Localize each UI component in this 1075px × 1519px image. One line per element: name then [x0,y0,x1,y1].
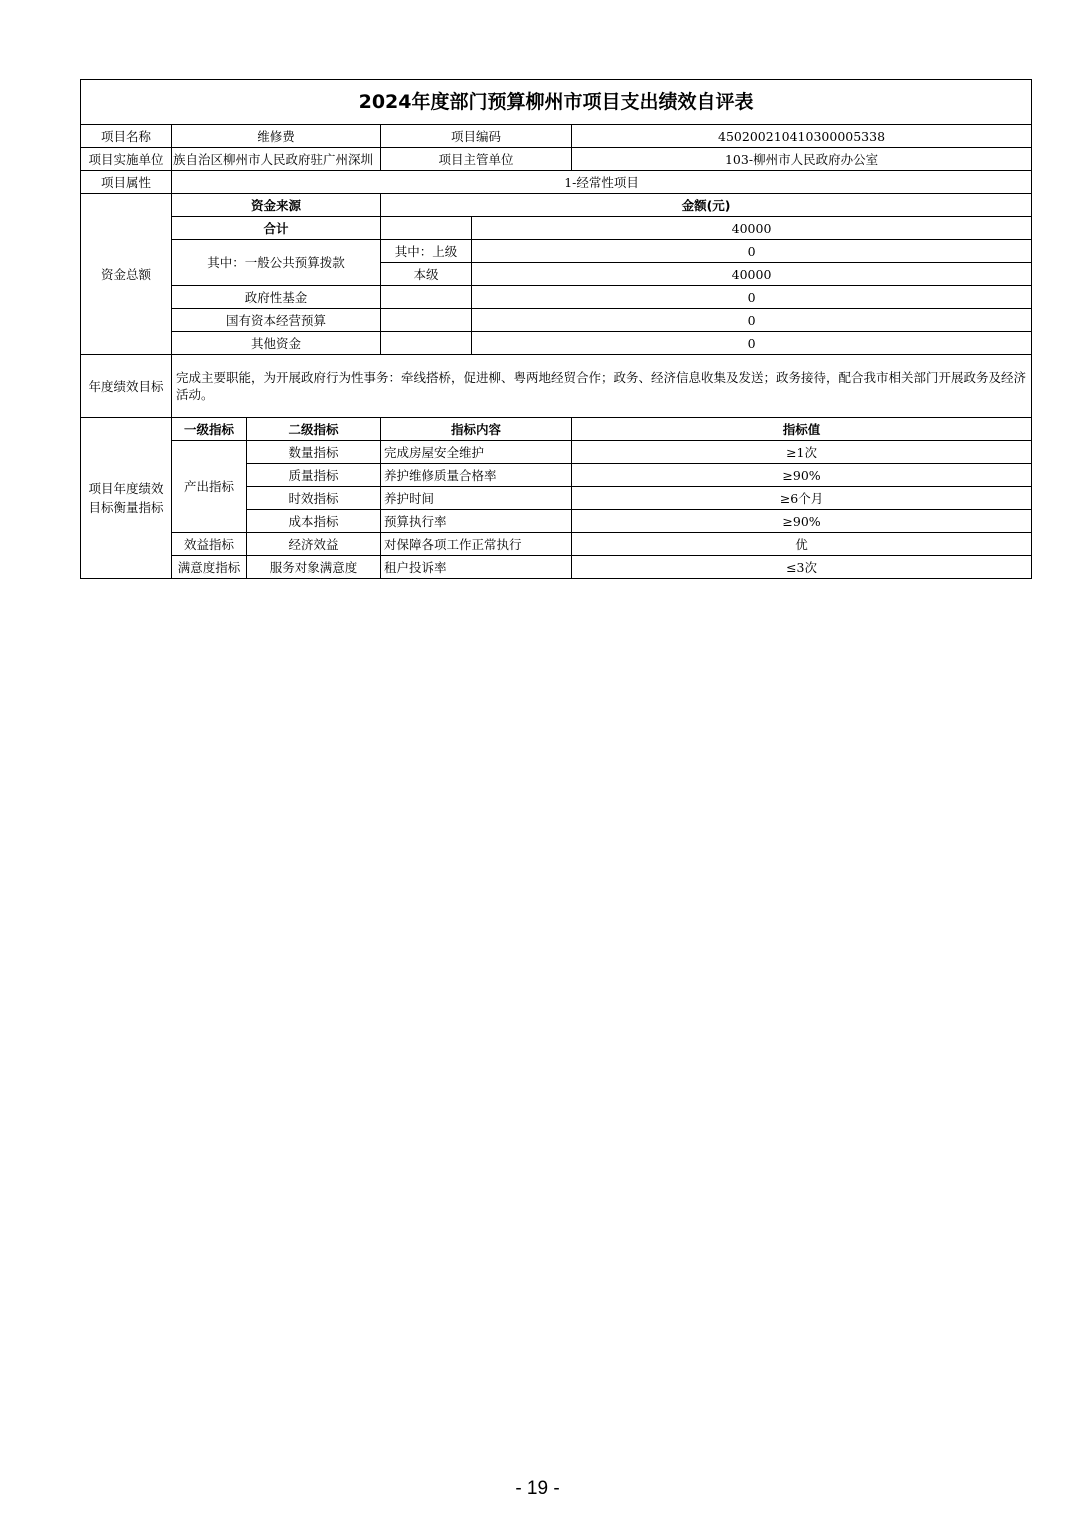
upper-level-label: 其中：上级 [381,240,472,263]
indicator-value: ≥6个月 [572,487,1032,510]
general-budget-label: 其中：一般公共预算拨款 [172,240,381,286]
indicator-level2: 服务对象满意度 [247,556,381,579]
indicator-level2: 质量指标 [247,464,381,487]
satisfaction-indicator-label: 满意度指标 [172,556,247,579]
funds-sum-empty [381,217,472,240]
mgr-unit-label: 项目主管单位 [381,148,572,171]
level2-header: 二级指标 [247,418,381,441]
gov-fund-value: 0 [472,286,1032,309]
indicator-content: 租户投诉率 [381,556,572,579]
impl-unit-label: 项目实施单位 [81,148,172,171]
funds-total-label: 资金总额 [81,194,172,355]
project-attr-label: 项目属性 [81,171,172,194]
indicator-value: ≥1次 [572,441,1032,464]
indicator-level2: 成本指标 [247,510,381,533]
state-capital-label: 国有资本经营预算 [172,309,381,332]
local-level-label: 本级 [381,263,472,286]
form-title: 2024年度部门预算柳州市项目支出绩效自评表 [81,80,1032,125]
indicator-value: ≤3次 [572,556,1032,579]
impl-unit-value: 族自治区柳州市人民政府驻广州深圳 [172,148,381,171]
funds-amount-header: 金额(元) [381,194,1032,217]
indicators-label: 项目年度绩效目标衡量指标 [81,418,172,579]
indicator-content: 对保障各项工作正常执行 [381,533,572,556]
indicator-content: 预算执行率 [381,510,572,533]
state-capital-empty [381,309,472,332]
funds-sum-value: 40000 [472,217,1032,240]
output-indicator-label: 产出指标 [172,441,247,533]
gov-fund-empty [381,286,472,309]
other-funds-empty [381,332,472,355]
other-funds-value: 0 [472,332,1032,355]
indicator-content: 养护维修质量合格率 [381,464,572,487]
project-name-value: 维修费 [172,125,381,148]
indicator-value: ≥90% [572,464,1032,487]
indicator-value: ≥90% [572,510,1032,533]
state-capital-value: 0 [472,309,1032,332]
local-level-value: 40000 [472,263,1032,286]
content-header: 指标内容 [381,418,572,441]
indicator-level2: 时效指标 [247,487,381,510]
indicator-content: 养护时间 [381,487,572,510]
funds-sum-label: 合计 [172,217,381,240]
project-code-label: 项目编码 [381,125,572,148]
funds-source-header: 资金来源 [172,194,381,217]
indicator-level2: 经济效益 [247,533,381,556]
annual-goal-text: 完成主要职能，为开展政府行为性事务：牵线搭桥，促进柳、粤两地经贸合作；政务、经济信息收集及发送；政务接待，配合我市相关部门开展政务及经济活动。 [172,355,1032,418]
mgr-unit-value: 103-柳州市人民政府办公室 [572,148,1032,171]
indicator-content: 完成房屋安全维护 [381,441,572,464]
benefit-indicator-label: 效益指标 [172,533,247,556]
page-number: - 19 - [515,1478,560,1499]
level1-header: 一级指标 [172,418,247,441]
indicator-value: 优 [572,533,1032,556]
other-funds-label: 其他资金 [172,332,381,355]
upper-level-value: 0 [472,240,1032,263]
project-name-label: 项目名称 [81,125,172,148]
indicator-level2: 数量指标 [247,441,381,464]
project-code-value: 450200210410300005338 [572,125,1032,148]
project-attr-value: 1-经常性项目 [172,171,1032,194]
performance-form-table [80,79,1032,579]
annual-goal-label: 年度绩效目标 [81,355,172,418]
value-header: 指标值 [572,418,1032,441]
gov-fund-label: 政府性基金 [172,286,381,309]
